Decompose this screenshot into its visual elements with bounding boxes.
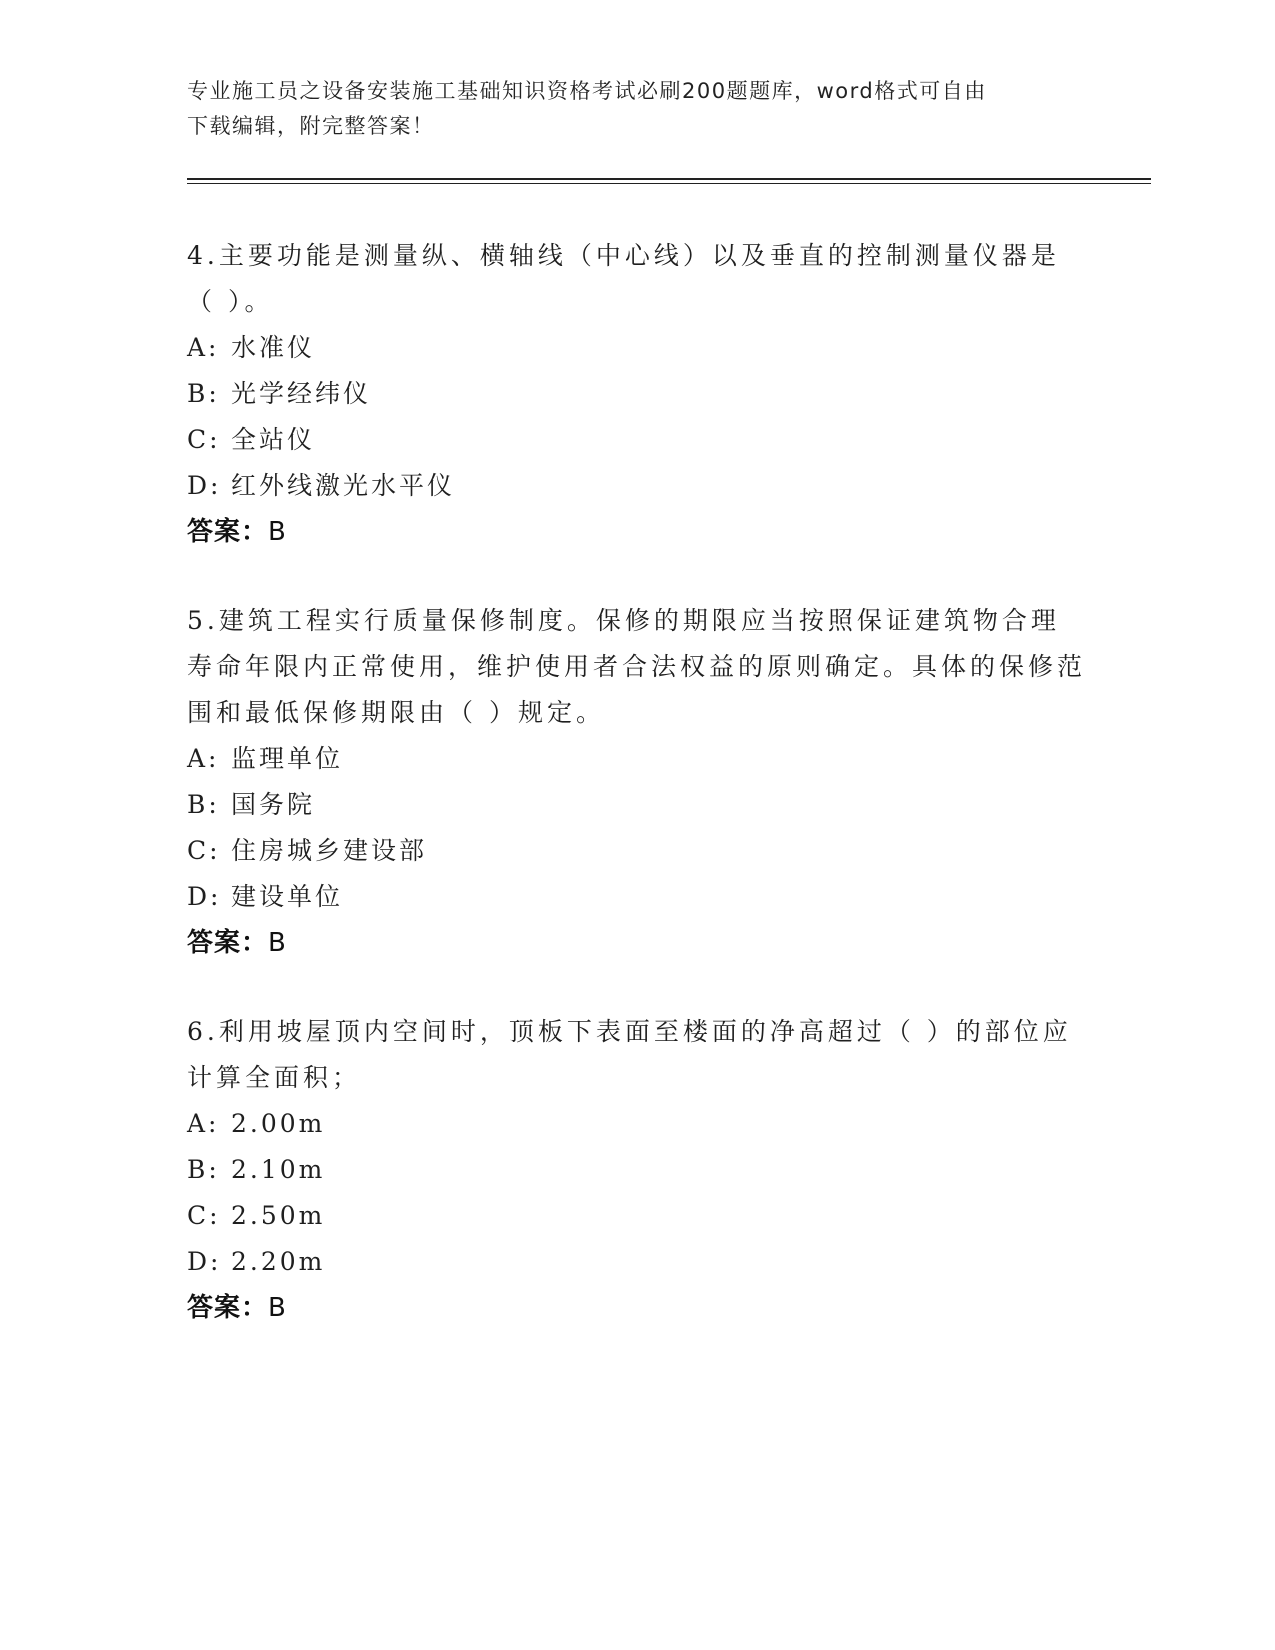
option-c xyxy=(187,1193,1087,1239)
answer-label: 答案： xyxy=(187,1293,269,1323)
option-d xyxy=(187,874,1087,920)
option-a xyxy=(187,1101,1087,1147)
answer-line xyxy=(187,1285,1087,1331)
option-b xyxy=(187,371,1087,417)
option-text: 国务院 xyxy=(231,790,316,819)
question-6 xyxy=(187,1009,1087,1331)
header-divider-thick xyxy=(187,178,1151,180)
option-letter: C: xyxy=(187,425,221,454)
answer-label: 答案： xyxy=(187,517,269,547)
question-5 xyxy=(187,598,1087,966)
option-text: 建设单位 xyxy=(231,882,344,911)
option-letter: D: xyxy=(187,882,222,911)
question-stem: 4.主要功能是测量纵、横轴线（中心线）以及垂直的控制测量仪器是（ ）。 xyxy=(187,241,1060,316)
option-letter: B: xyxy=(187,1155,220,1184)
option-c xyxy=(187,417,1087,463)
header-line-2: 下载编辑，附完整答案！ xyxy=(187,114,435,138)
answer-label: 答案： xyxy=(187,928,269,958)
option-text: 光学经纬仪 xyxy=(231,379,372,408)
option-text: 2.10m xyxy=(231,1155,326,1184)
question-stem: 6.利用坡屋顶内空间时，顶板下表面至楼面的净高超过（ ）的部位应计算全面积； xyxy=(187,1017,1072,1092)
option-letter: C: xyxy=(187,836,221,865)
option-letter: A: xyxy=(187,1109,220,1138)
answer-value: B xyxy=(268,1293,287,1323)
option-letter: D: xyxy=(187,471,222,500)
answer-line xyxy=(187,920,1087,966)
option-d xyxy=(187,1239,1087,1285)
option-letter: C: xyxy=(187,1201,221,1230)
answer-value: B xyxy=(268,517,287,547)
option-letter: D: xyxy=(187,1247,222,1276)
document-header xyxy=(187,74,1077,144)
option-text: 全站仪 xyxy=(231,425,316,454)
option-text: 水准仪 xyxy=(231,333,316,362)
option-letter: A: xyxy=(187,744,220,773)
question-4 xyxy=(187,233,1087,555)
option-text: 2.00m xyxy=(231,1109,326,1138)
option-text: 红外线激光水平仪 xyxy=(231,471,456,500)
option-letter: A: xyxy=(187,333,220,362)
header-divider-thin xyxy=(187,183,1151,184)
option-text: 2.20m xyxy=(231,1247,326,1276)
question-stem: 5.建筑工程实行质量保修制度。保修的期限应当按照保证建筑物合理寿命年限内正常使用，维护使用者合法权益的原则确定。具体的保修范围和最低保修期限由（ ）规定。 xyxy=(187,606,1087,727)
option-c xyxy=(187,828,1087,874)
option-b xyxy=(187,1147,1087,1193)
option-letter: B: xyxy=(187,379,220,408)
option-a xyxy=(187,325,1087,371)
answer-value: B xyxy=(268,928,287,958)
option-d xyxy=(187,463,1087,509)
option-text: 监理单位 xyxy=(231,744,344,773)
header-line-1: 专业施工员之设备安装施工基础知识资格考试必刷200题题库，word格式可自由 xyxy=(187,79,987,103)
option-text: 住房城乡建设部 xyxy=(231,836,428,865)
answer-line xyxy=(187,509,1087,555)
option-text: 2.50m xyxy=(231,1201,326,1230)
option-b xyxy=(187,782,1087,828)
option-letter: B: xyxy=(187,790,220,819)
option-a xyxy=(187,736,1087,782)
